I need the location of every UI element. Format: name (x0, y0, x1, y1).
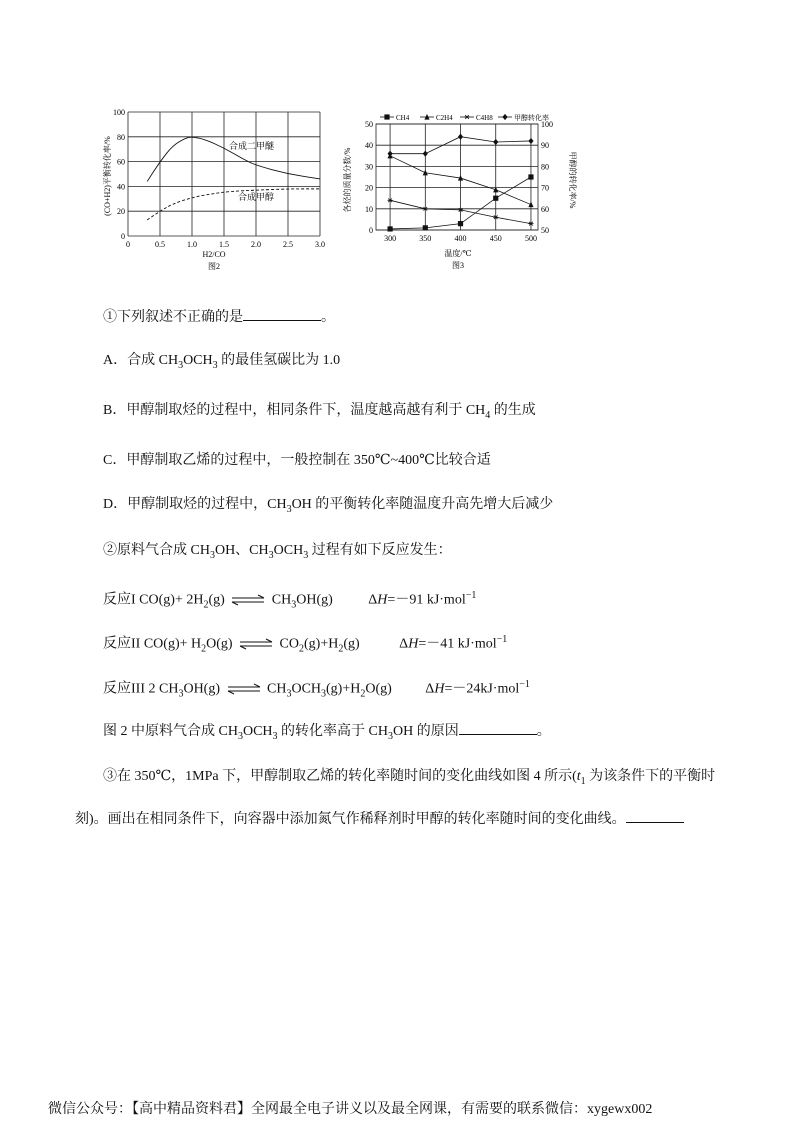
figure-2-chart (98, 104, 330, 274)
marker-square (528, 174, 533, 179)
equilibrium-arrow-icon (239, 638, 273, 650)
x-tick-label: 2.5 (283, 240, 293, 249)
marker-diamond (528, 138, 533, 144)
x-tick-label: 1.0 (187, 240, 197, 249)
x-tick-label: 500 (524, 234, 537, 243)
y-right-tick-label: 60 (541, 204, 549, 214)
y-right-tick-label: 50 (541, 226, 549, 235)
marker-diamond (423, 151, 428, 157)
question-1-stem: ①下列叙述不正确的是 。 (103, 306, 335, 328)
marker-diamond (387, 151, 392, 157)
marker-square (384, 114, 389, 119)
x-tick-label: 450 (489, 234, 502, 243)
plot-frame (376, 124, 538, 230)
y-left-tick-label: 10 (365, 204, 373, 214)
marker-square (423, 225, 428, 230)
marker-square (493, 196, 498, 201)
marker-star (464, 115, 469, 119)
equilibrium-arrow-icon (231, 594, 265, 606)
legend-label: C4H8 (476, 114, 493, 122)
question-3-line-2: 刻)。画出在相同条件下，向容器中添加氮气作稀释剂时甲醇的转化率随时间的变化曲线。 (75, 808, 684, 830)
y-right-tick-label: 100 (541, 120, 553, 129)
option-c: C．甲醇制取乙烯的过程中，一般控制在 350℃~400℃比较合适 (103, 453, 491, 468)
series-line-methanol (147, 189, 320, 220)
x-tick-label: 300 (384, 234, 397, 243)
reaction-2: 反应II $CO(g)+ H_2O(g)$ $CO_2(g)+H_2(g)$ ΔH=－41 kJ·mol$^{-1}$ (103, 634, 508, 655)
y-tick-label: 100 (113, 108, 125, 117)
marker-square (387, 226, 392, 231)
x-tick-label: 0 (126, 240, 130, 249)
question-3-line-1: ③在 350℃，1MPa 下，甲醇制取乙烯的转化率随时间的变化曲线如图 4 所示($t_1$ 为该条件下的平衡时 (103, 769, 716, 787)
figure-2-series-label-meoh: 合成甲醇 (238, 192, 275, 202)
marker-triangle (423, 170, 428, 176)
y-left-tick-label: 0 (369, 226, 373, 235)
question-2-stem: ②原料气合成 $CH_3OH$、$CH_3OCH_3$ 过程有如下反应发生： (103, 543, 452, 561)
option-d: D．甲醇制取烃的过程中，$CH_3OH$ 的平衡转化率随温度升高先增大后减少 (103, 497, 554, 515)
y-right-tick-label: 70 (541, 183, 549, 193)
marker-diamond (458, 134, 463, 140)
marker-square (458, 221, 463, 226)
figure-2-ticks (113, 108, 325, 249)
marker-diamond (493, 139, 498, 145)
x-tick-label: 350 (419, 234, 432, 243)
option-b: B．甲醇制取烃的过程中，相同条件下，温度越高越有利于 $CH_4$ 的生成 (103, 403, 536, 421)
y-tick-label: 0 (121, 232, 125, 241)
legend-label: 甲醇转化率 (514, 114, 549, 122)
option-a: A．合成 $CH_3OCH_3$ 的最佳氢碳比为 1.0 (103, 353, 341, 371)
figure-2-xlabel: H2/CO (202, 250, 226, 259)
figure-2-series-label-dme: 合成二甲醚 (229, 141, 275, 151)
marker-diamond (502, 114, 507, 120)
legend-label: C2H4 (436, 114, 453, 122)
figure-3-xlabel: 温度/℃ (444, 249, 472, 258)
x-tick-label: 1.5 (219, 240, 229, 249)
figure-3-ylabel-right: 甲醇的转化率/% (568, 151, 577, 209)
question-2b: 图 2 中原料气合成 $CH_3OCH_3$ 的转化率高于 $CH_3OH$ 的原因 。 (103, 720, 551, 747)
y-left-tick-label: 30 (365, 162, 373, 172)
answer-blank-2[interactable] (459, 720, 537, 735)
figure-3-legend (380, 113, 549, 122)
y-left-tick-label: 40 (365, 141, 373, 151)
y-tick-label: 40 (117, 182, 125, 192)
y-right-tick-label: 90 (541, 141, 549, 151)
y-tick-label: 20 (117, 207, 125, 217)
y-tick-label: 60 (117, 157, 125, 167)
reaction-3: 反应III 2 $CH_3OH(g)$ $CH_3OCH_3(g)+H_2O(g)$ ΔH=－24kJ·mol$^{-1}$ (103, 679, 530, 700)
figure-2-title: 图2 (208, 262, 220, 271)
y-left-tick-label: 50 (365, 120, 373, 129)
x-tick-label: 400 (454, 234, 467, 243)
x-tick-label: 2.0 (251, 240, 261, 249)
y-right-tick-label: 80 (541, 162, 549, 172)
figure-3-grid (376, 124, 538, 230)
equilibrium-arrow-icon (227, 683, 261, 695)
x-tick-label: 0.5 (155, 240, 165, 249)
x-tick-label: 3.0 (315, 240, 325, 249)
legend-label: CH4 (396, 114, 410, 122)
y-tick-label: 80 (117, 132, 125, 142)
y-left-tick-label: 20 (365, 183, 373, 193)
figure-3-ylabel-left: 各烃的质量分数/% (343, 147, 352, 213)
figure-2-ylabel: (CO+H2)平衡转化率/% (103, 136, 112, 216)
answer-blank-1[interactable] (243, 306, 321, 321)
answer-blank-3[interactable] (626, 808, 684, 823)
figure-3-chart (340, 104, 580, 274)
footer-notice: 微信公众号：【高中精品资料君】全网最全电子讲义以及最全网课，有需要的联系微信：xygewx002 (48, 1102, 653, 1117)
marker-triangle (528, 201, 533, 207)
reaction-1: 反应I $CO(g)+ 2H_2(g)$ $CH_3OH(g)$ ΔH=－91 kJ·mol$^{-1}$ (103, 590, 477, 611)
figure-3-title: 图3 (452, 261, 464, 270)
